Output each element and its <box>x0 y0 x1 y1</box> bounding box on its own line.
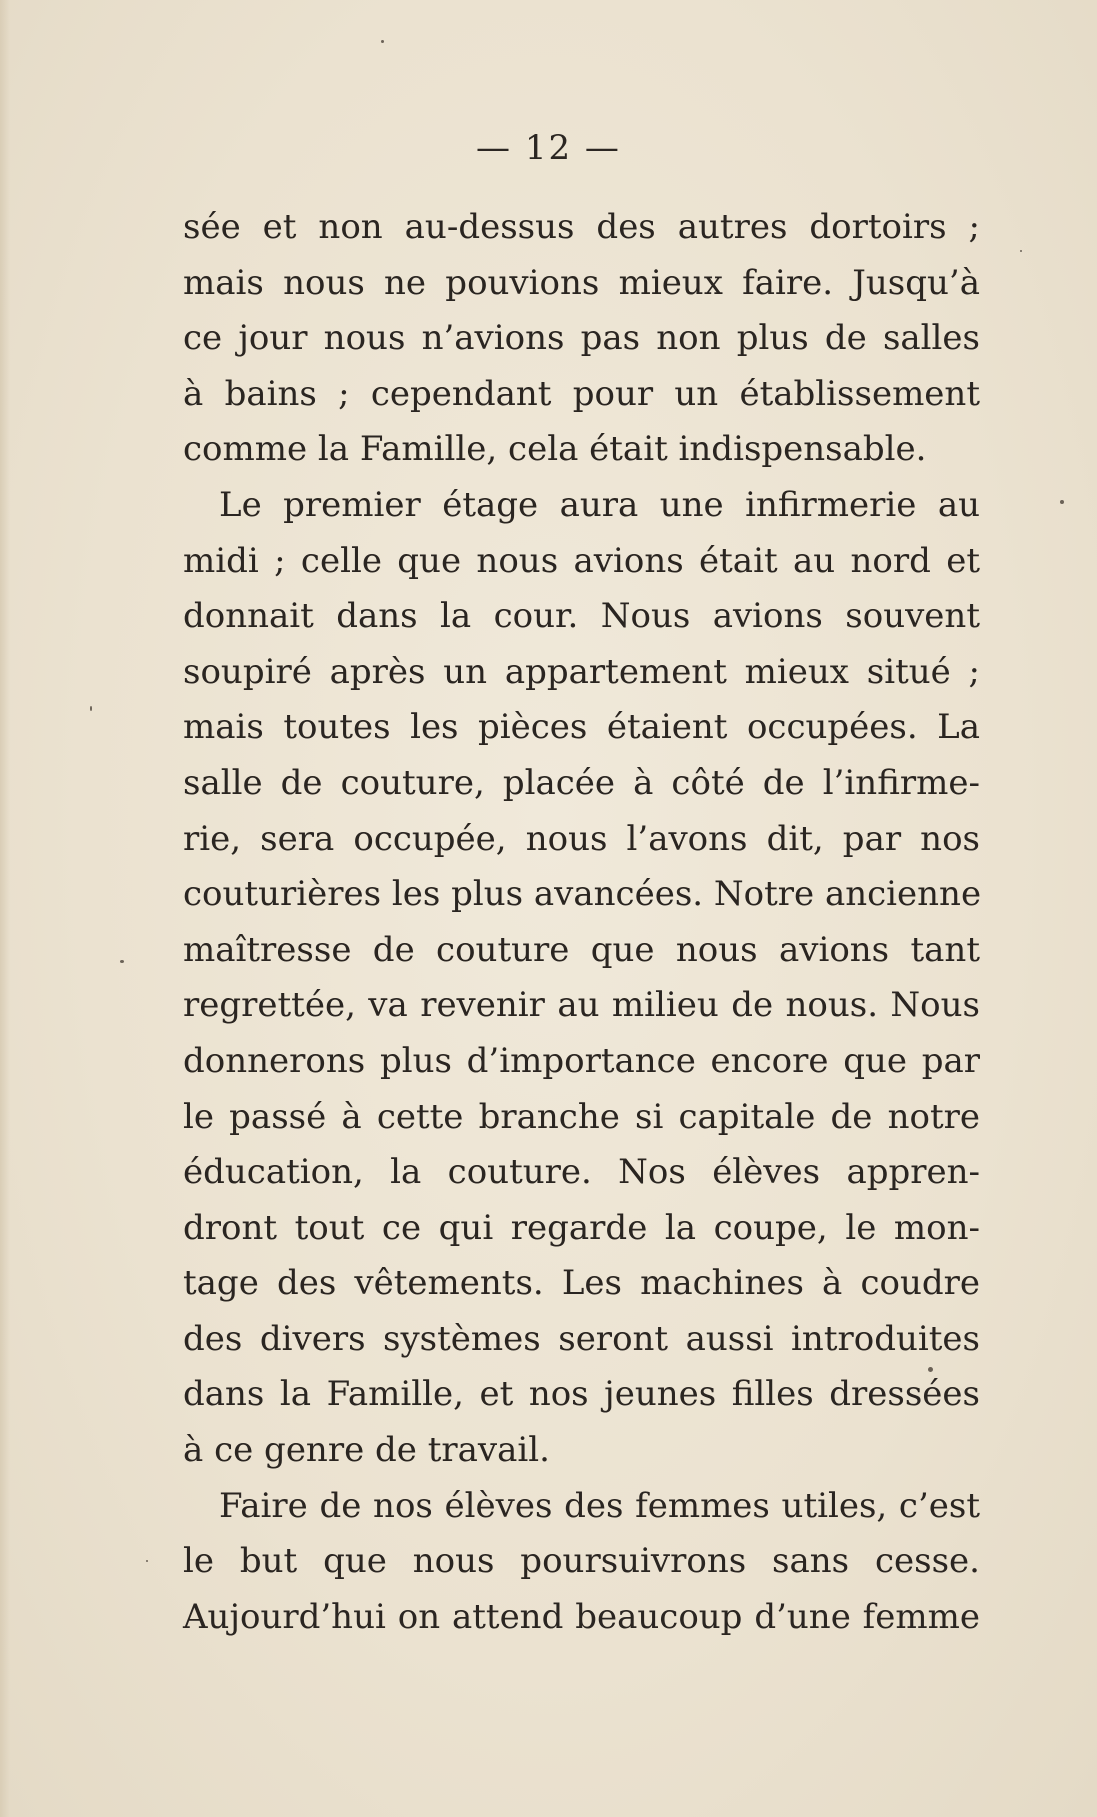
text-line: éducation, la couture. Nos élèves appren- <box>183 1152 980 1193</box>
text-line: Aujourd’hui on attend beaucoup d’une femme <box>183 1596 980 1637</box>
text-line: à bains ; cependant pour un établissement <box>183 373 980 414</box>
text-line: tage des vêtements. Les machines à coudre <box>183 1263 980 1304</box>
text-line: Faire de nos élèves des femmes utiles, c’est <box>219 1485 980 1526</box>
page-edge-shadow <box>0 0 10 1817</box>
paper-speck <box>381 40 384 43</box>
text-line: couturières les plus avancées. Notre ancienne <box>183 874 982 915</box>
text-line: maîtresse de couture que nous avions tant <box>183 929 980 970</box>
text-line: donnerons plus d’importance encore que par <box>183 1040 980 1081</box>
text-line: rie, sera occupée, nous l’avons dit, par nos <box>183 818 980 859</box>
text-line: mais nous ne pouvions mieux faire. Jusqu’à <box>183 262 980 303</box>
text-line: donnait dans la cour. Nous avions souvent <box>183 596 980 637</box>
text-line: regrettée, va revenir au milieu de nous. Nous <box>183 985 980 1026</box>
paper-speck <box>90 706 92 711</box>
body-text <box>183 200 980 1645</box>
paper-speck <box>120 960 124 963</box>
text-line: ce jour nous n’avions pas non plus de salles <box>183 318 980 359</box>
text-line: des divers systèmes seront aussi introduites <box>183 1318 980 1359</box>
paper-speck <box>146 1560 148 1562</box>
text-line: soupiré après un appartement mieux situé ; <box>183 651 980 692</box>
text-line: le passé à cette branche si capitale de notre <box>183 1096 980 1137</box>
text-line: dans la Famille, et nos jeunes filles dressées <box>183 1374 980 1415</box>
page-number: — 12 — <box>476 128 621 168</box>
text-line: dront tout ce qui regarde la coupe, le mon- <box>183 1207 980 1248</box>
text-line: salle de couture, placée à côté de l’infirme- <box>183 762 980 803</box>
text-line: mais toutes les pièces étaient occupées. La <box>183 707 980 748</box>
text-line: midi ; celle que nous avions était au nord et <box>183 540 980 581</box>
text-line: à ce genre de travail. <box>183 1430 550 1471</box>
text-line: le but que nous poursuivrons sans cesse. <box>183 1541 980 1582</box>
text-line: comme la Famille, cela était indispensable. <box>183 429 927 470</box>
text-line: Le premier étage aura une infirmerie au <box>219 484 980 525</box>
text-line: sée et non au-dessus des autres dortoirs ; <box>183 207 980 247</box>
paper-speck <box>1060 500 1064 504</box>
paper-speck <box>1020 250 1022 252</box>
